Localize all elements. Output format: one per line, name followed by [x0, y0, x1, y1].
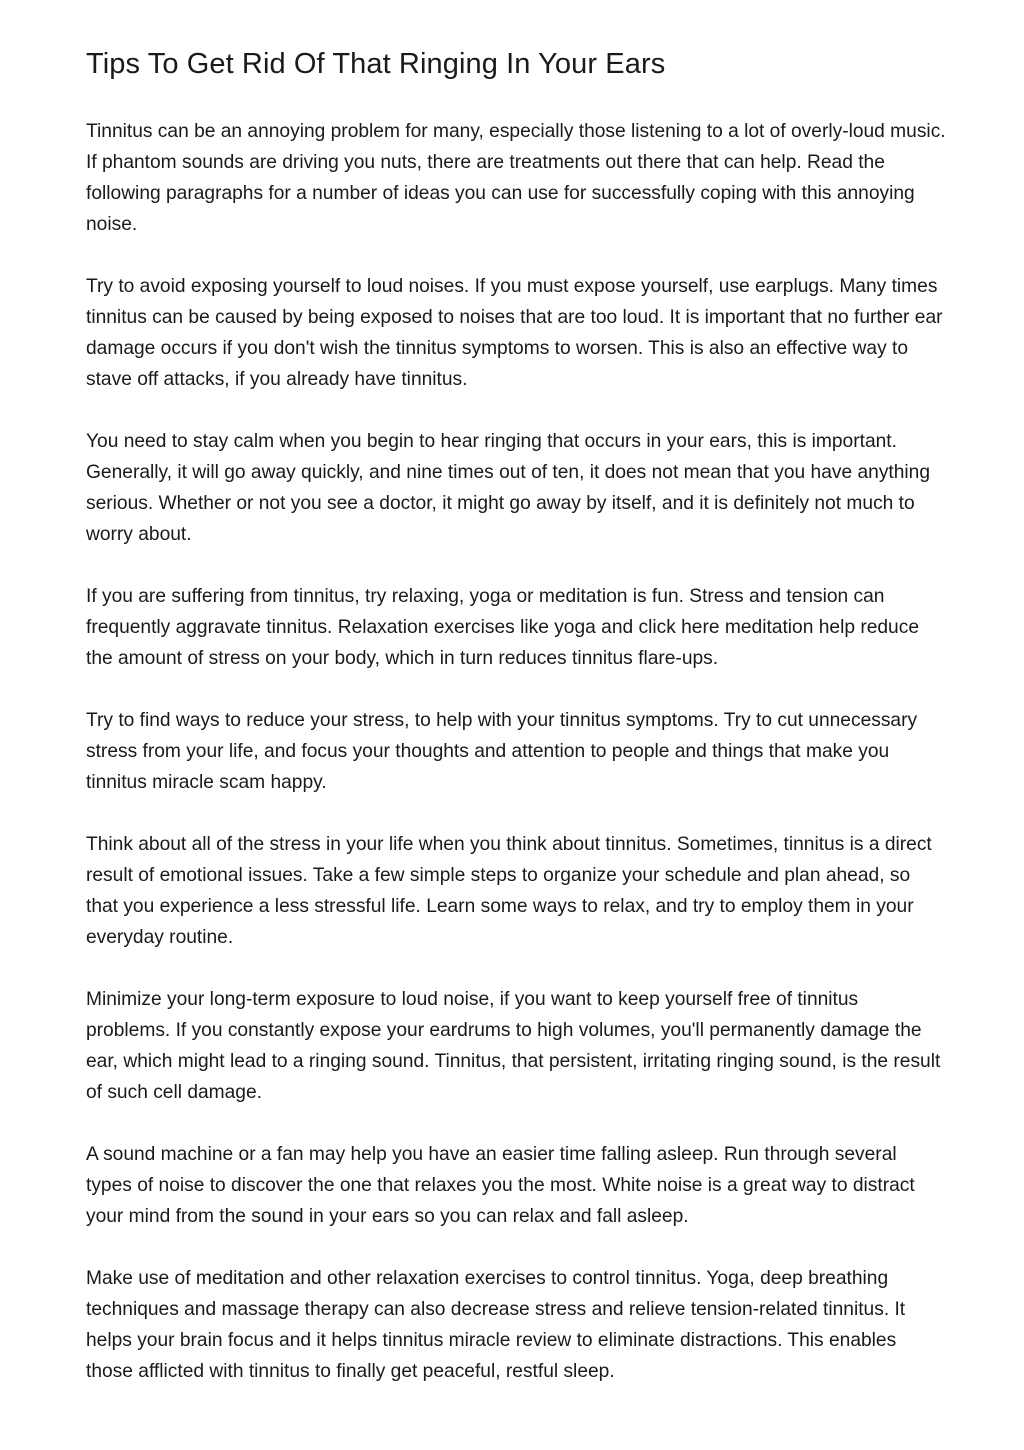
paragraph-intro: Tinnitus can be an annoying problem for many, especially those listening to a lot of overly-loud music. If phantom sounds are driving you nuts, there are treatments out there that can help. Read the following paragraphs for a number of ideas you can use for successfully coping with this annoying noise. — [86, 121, 946, 235]
paragraph-emotional-issues: Think about all of the stress in your life when you think about tinnitus. Sometimes, tinnitus is a direct result of emotional issues. Take a few simple steps to organize your schedule and plan ahead, so that you experience a less stressful life. Learn some ways to relax, and try to employ them in your everyday routine. — [86, 834, 932, 948]
paragraph-reduce-stress: Try to find ways to reduce your stress, to help with your tinnitus symptoms. Try to cut unnecessary stress from your life, and focus your thoughts and attention to people and things that make you tinnitus miracle scam happy. — [86, 710, 918, 793]
paragraph-relaxing-yoga: If you are suffering from tinnitus, try relaxing, yoga or meditation is fun. Stress and tension can frequently aggravate tinnitus. Relaxation exercises like yoga and click here meditation help reduce the amount of stress on your body, which in turn reduces tinnitus flare-ups. — [86, 586, 919, 669]
paragraph-long-term-exposure: Minimize your long-term exposure to loud noise, if you want to keep yourself free of tinnitus problems. If you constantly expose your eardrums to high volumes, you'll permanently damage the ear, which might lead to a ringing sound. Tinnitus, that persistent, irritating ringing sound, is the result of such cell damage. — [86, 989, 941, 1103]
paragraph-stay-calm: You need to stay calm when you begin to hear ringing that occurs in your ears, this is important. Generally, it will go away quickly, and nine times out of ten, it does not mean that you have anything serious. Whether or not you see a doctor, it might go away by itself, and it is definitely not much to worry about. — [86, 431, 931, 545]
document-title: Tips To Get Rid Of That Ringing In Your Ears — [86, 48, 666, 80]
paragraph-avoid-loud-noises: Try to avoid exposing yourself to loud noises. If you must expose yourself, use earplugs. Many times tinnitus can be caused by being exposed to noises that are too loud. It is important that no further ear damage occurs if you don't wish the tinnitus symptoms to worsen. This is also an effective way to stave off attacks, if you already have tinnitus. — [86, 276, 943, 390]
document-page — [86, 44, 946, 1418]
paragraph-sound-machine: A sound machine or a fan may help you have an easier time falling asleep. Run through several types of noise to discover the one that relaxes you the most. White noise is a great way to distract your mind from the sound in your ears so you can relax and fall asleep. — [86, 1144, 915, 1227]
paragraph-meditation: Make use of meditation and other relaxation exercises to control tinnitus. Yoga, deep breathing techniques and massage therapy can also decrease stress and relieve tension-related tinnitus. It helps your brain focus and it helps tinnitus miracle review to eliminate distractions. This enables those afflicted with tinnitus to finally get peaceful, restful sleep. — [86, 1268, 906, 1382]
